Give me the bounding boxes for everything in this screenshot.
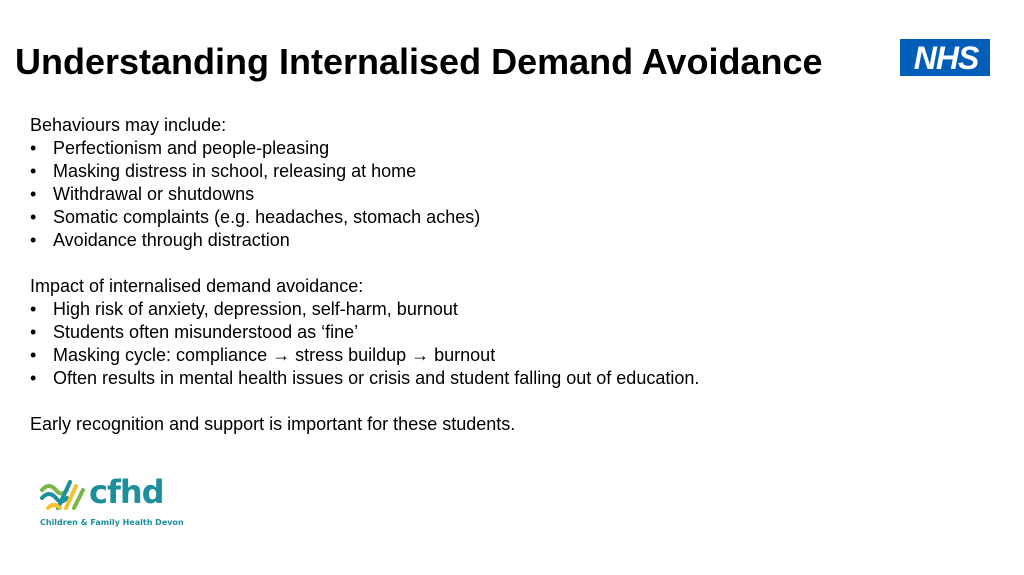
cfhd-subtitle: Children & Family Health Devon [40,518,184,527]
behaviours-list [30,137,990,252]
nhs-logo-text: NHS [913,40,979,76]
list-item: • Avoidance through distraction [30,229,990,252]
nhs-logo [900,39,990,76]
behaviours-heading: Behaviours may include: [30,115,227,135]
spacer [30,252,990,275]
list-item: • Perfectionism and people-pleasing [30,137,990,160]
slide-title: Understanding Internalised Demand Avoidance [15,41,823,82]
cfhd-wordmark: cfhd [89,473,164,511]
list-item: • High risk of anxiety, depression, self-harm, burnout [30,298,990,321]
cfhd-logo [40,473,184,530]
impact-heading: Impact of internalised demand avoidance: [30,276,364,296]
spacer [30,390,990,413]
impact-list [30,298,990,390]
list-item: • Somatic complaints (e.g. headaches, stomach aches) [30,206,990,229]
list-item: • Students often misunderstood as ‘fine’ [30,321,990,344]
list-item: • Often results in mental health issues or crisis and student falling out of education. [30,367,990,390]
slide-body [30,114,990,436]
closing-statement: Early recognition and support is important for these students. [30,414,516,434]
list-item: • Withdrawal or shutdowns [30,183,990,206]
list-item: • Masking cycle: compliance → stress buildup → burnout [30,344,990,367]
list-item: • Masking distress in school, releasing at home [30,160,990,183]
cfhd-logo-mark-icon [40,478,86,512]
